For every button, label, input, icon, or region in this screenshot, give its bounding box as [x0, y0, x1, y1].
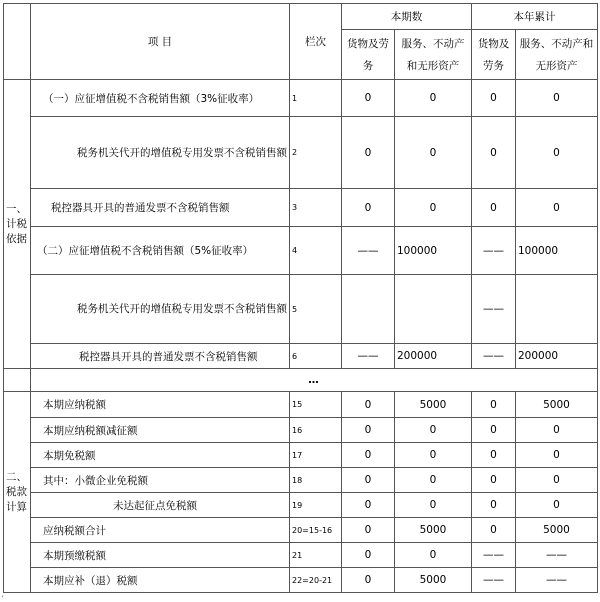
table-row	[4, 275, 598, 344]
row-current-goods: 0	[342, 468, 395, 493]
row-year-goods: 0	[472, 518, 516, 543]
row-year-services: 0	[516, 117, 598, 189]
row-line: 3	[290, 189, 342, 227]
row-current-goods: 0	[342, 443, 395, 468]
row-current-goods: 0	[342, 117, 395, 189]
row-year-services: 0	[516, 189, 598, 227]
header-row-1	[4, 4, 598, 30]
row-line: 19	[290, 493, 342, 518]
row-year-goods: 0	[472, 493, 516, 518]
row-item: （一）应征增值税不含税销售额（3%征收率）	[31, 80, 290, 117]
row-year-services: 0	[516, 418, 598, 443]
row-year-goods: 0	[472, 392, 516, 418]
row-year-services: 0	[516, 468, 598, 493]
table-row	[4, 493, 598, 518]
row-year-services: 0	[516, 443, 598, 468]
section2-label: 二、税款计算	[4, 392, 31, 593]
row-year-goods: 0	[472, 443, 516, 468]
row-current-services: 0	[395, 117, 472, 189]
row-year-services: 0	[516, 80, 598, 117]
row-item: 税控器具开具的普通发票不含税销售额	[31, 189, 290, 227]
row-year-services: 200000	[516, 344, 598, 369]
row-item: 税务机关代开的增值税专用发票不含税销售额	[31, 275, 290, 344]
section1-label: 一、计税依据	[4, 80, 31, 369]
table-row	[4, 568, 598, 593]
row-year-goods: 0	[472, 189, 516, 227]
row-current-goods: 0	[342, 80, 395, 117]
header-year-goods: 货物及劳务	[472, 30, 516, 80]
row-year-services: 5000	[516, 392, 598, 418]
row-line: 1	[290, 80, 342, 117]
row-year-goods: 0	[472, 418, 516, 443]
row-item: 本期预缴税额	[31, 543, 290, 568]
row-current-services: 5000	[395, 518, 472, 543]
ellipsis-row	[4, 369, 598, 392]
table-row	[4, 117, 598, 189]
row-current-services	[395, 275, 472, 344]
row-item: 本期应纳税额减征额	[31, 418, 290, 443]
row-year-goods: ——	[472, 275, 516, 344]
header-year-services: 服务、不动产和无形资产	[516, 30, 598, 80]
row-current-services: 0	[395, 543, 472, 568]
row-current-goods: ——	[342, 227, 395, 275]
row-line: 5	[290, 275, 342, 344]
row-current-services: 0	[395, 189, 472, 227]
row-current-services: 0	[395, 418, 472, 443]
row-current-services: 5000	[395, 392, 472, 418]
table-row	[4, 418, 598, 443]
header-current-goods: 货物及劳务	[342, 30, 395, 80]
row-current-services: 0	[395, 80, 472, 117]
row-current-goods: 0	[342, 418, 395, 443]
header-item: 项 目	[31, 4, 290, 80]
row-year-goods: ——	[472, 344, 516, 369]
row-current-goods: 0	[342, 543, 395, 568]
row-current-goods: 0	[342, 189, 395, 227]
row-line: 6	[290, 344, 342, 369]
header-current-services: 服务、不动产和无形资产	[395, 30, 472, 80]
row-year-goods: ——	[472, 568, 516, 593]
vat-return-table	[3, 3, 598, 593]
row-current-services: 0	[395, 493, 472, 518]
table-row	[4, 80, 598, 117]
row-item: 本期应补（退）税额	[31, 568, 290, 593]
row-year-goods: ——	[472, 227, 516, 275]
row-item: （二）应征增值税不含税销售额（5%征收率）	[31, 227, 290, 275]
ellipsis-text: …	[31, 369, 598, 392]
footer-mark: '	[2, 595, 4, 602]
row-year-goods: 0	[472, 117, 516, 189]
header-year-total: 本年累计	[472, 4, 598, 30]
row-current-goods	[342, 275, 395, 344]
row-year-services: 5000	[516, 518, 598, 543]
table-row	[4, 443, 598, 468]
row-line: 21	[290, 543, 342, 568]
row-item: 本期应纳税额	[31, 392, 290, 418]
row-current-goods: ——	[342, 344, 395, 369]
row-current-services: 5000	[395, 568, 472, 593]
table-row	[4, 543, 598, 568]
ellipsis-corner	[4, 369, 31, 392]
header-line: 栏次	[290, 4, 342, 80]
row-current-services: 200000	[395, 344, 472, 369]
row-year-services: ——	[516, 568, 598, 593]
row-year-services: 0	[516, 493, 598, 518]
row-line: 18	[290, 468, 342, 493]
row-year-goods: 0	[472, 80, 516, 117]
table-row	[4, 518, 598, 543]
row-line: 4	[290, 227, 342, 275]
row-year-services	[516, 275, 598, 344]
row-item: 税控器具开具的普通发票不含税销售额	[31, 344, 290, 369]
row-item: 应纳税额合计	[31, 518, 290, 543]
row-line: 20=15-16	[290, 518, 342, 543]
row-line: 15	[290, 392, 342, 418]
row-year-goods: ——	[472, 543, 516, 568]
header-current-period: 本期数	[342, 4, 472, 30]
row-item: 其中：小微企业免税额	[31, 468, 290, 493]
row-item: 税务机关代开的增值税专用发票不含税销售额	[31, 117, 290, 189]
row-current-goods: 0	[342, 392, 395, 418]
row-line: 2	[290, 117, 342, 189]
row-item: 本期免税额	[31, 443, 290, 468]
row-current-goods: 0	[342, 493, 395, 518]
row-year-services: 100000	[516, 227, 598, 275]
row-line: 16	[290, 418, 342, 443]
table-row	[4, 344, 598, 369]
row-line: 17	[290, 443, 342, 468]
row-current-goods: 0	[342, 518, 395, 543]
row-year-services: ——	[516, 543, 598, 568]
row-line: 22=20-21	[290, 568, 342, 593]
row-item: 未达起征点免税额	[31, 493, 290, 518]
header-corner	[4, 4, 31, 80]
table-row	[4, 227, 598, 275]
row-current-goods: 0	[342, 568, 395, 593]
table-row	[4, 392, 598, 418]
row-year-goods: 0	[472, 468, 516, 493]
table-row	[4, 468, 598, 493]
row-current-services: 100000	[395, 227, 472, 275]
row-current-services: 0	[395, 443, 472, 468]
row-current-services: 0	[395, 468, 472, 493]
table-row	[4, 189, 598, 227]
